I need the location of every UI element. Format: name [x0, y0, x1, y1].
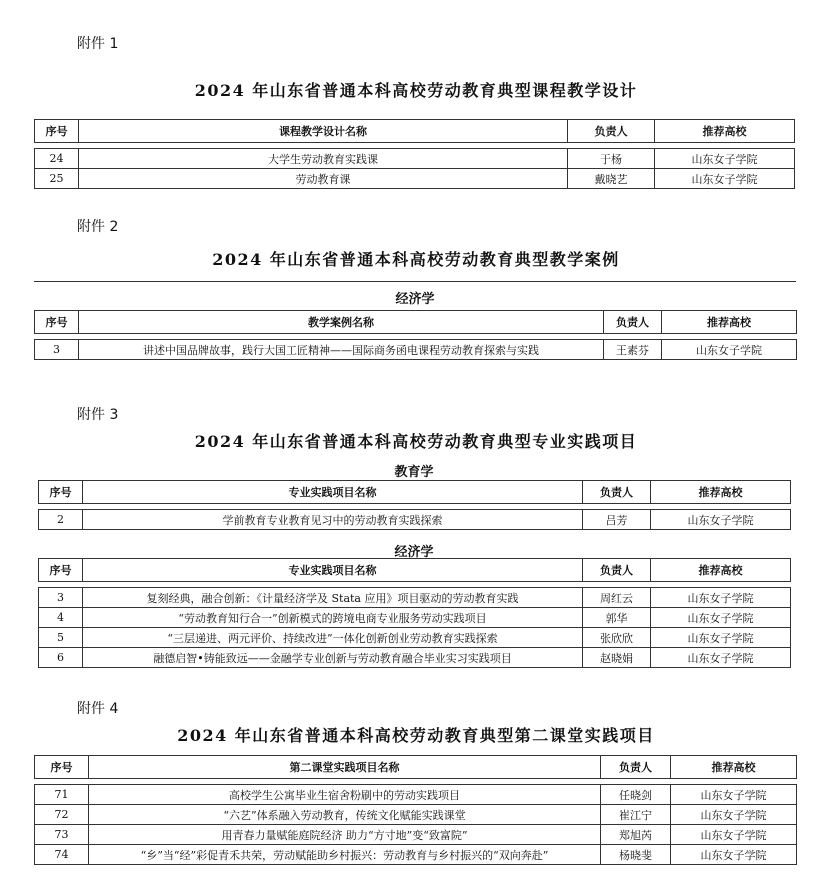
- col-header-leader: 负责人: [583, 559, 651, 582]
- col-header-index: 序号: [35, 311, 79, 334]
- attachment-3-title: 2024 年山东省普通本科高校劳动教育典型专业实践项目: [194, 432, 638, 451]
- table-row: [39, 608, 791, 628]
- cell-school: 山东女子学院: [671, 825, 797, 845]
- attachment-3-label: 附件 3: [77, 407, 119, 423]
- cell-index: 72: [35, 805, 89, 825]
- cell-leader: 郭华: [583, 608, 651, 628]
- table-row: [39, 628, 791, 648]
- table-row: [39, 588, 791, 608]
- cell-school: 山东女子学院: [655, 149, 795, 169]
- cell-name: 融德启智•铸能致远——金融学专业创新与劳动教育融合毕业实习实践项目: [83, 648, 583, 668]
- table-header-row: [35, 756, 797, 779]
- cell-school: 山东女子学院: [671, 845, 797, 865]
- col-header-leader: 负责人: [583, 481, 651, 504]
- table-row: [35, 845, 797, 865]
- cell-leader: 吕芳: [583, 510, 651, 530]
- col-header-leader: 负责人: [601, 756, 671, 779]
- cell-leader: 张欣欣: [583, 628, 651, 648]
- cell-name: “劳动教育知行合一”创新模式的跨境电商专业服务劳动实践项目: [83, 608, 583, 628]
- subject-heading: 经济学: [394, 545, 434, 560]
- practice-project-table-economics: [38, 558, 791, 668]
- cell-name: 学前教育专业教育见习中的劳动教育实践探索: [83, 510, 583, 530]
- attachment-2-title: 2024 年山东省普通本科高校劳动教育典型教学案例: [212, 250, 620, 269]
- col-header-school: 推荐高校: [655, 120, 795, 143]
- course-design-table: [34, 119, 795, 189]
- col-header-leader: 负责人: [568, 120, 655, 143]
- cell-leader: 任晓剑: [601, 785, 671, 805]
- col-header-leader: 负责人: [604, 311, 662, 334]
- table-header-row: [39, 481, 791, 504]
- table-row: [35, 805, 797, 825]
- cell-index: 73: [35, 825, 89, 845]
- attachment-2-label: 附件 2: [77, 219, 119, 235]
- cell-leader: 于杨: [568, 149, 655, 169]
- attachment-1-title: 2024 年山东省普通本科高校劳动教育典型课程教学设计: [194, 81, 638, 100]
- cell-leader: 杨晓斐: [601, 845, 671, 865]
- second-classroom-table: [34, 755, 797, 865]
- cell-leader: 郑旭芮: [601, 825, 671, 845]
- table-header-row: [35, 120, 795, 143]
- col-header-name: 专业实践项目名称: [83, 559, 583, 582]
- cell-name: 高校学生公寓毕业生宿舍粉刷中的劳动实践项目: [89, 785, 601, 805]
- table-row: [35, 340, 797, 360]
- cell-index: 74: [35, 845, 89, 865]
- col-header-school: 推荐高校: [651, 559, 791, 582]
- col-header-index: 序号: [35, 120, 79, 143]
- attachment-1-label: 附件 1: [77, 36, 119, 52]
- table-row: [39, 648, 791, 668]
- subject-heading: 教育学: [394, 465, 434, 480]
- col-header-name: 专业实践项目名称: [83, 481, 583, 504]
- cell-school: 山东女子学院: [655, 169, 795, 189]
- cell-leader: 戴晓艺: [568, 169, 655, 189]
- table-header-row: [39, 559, 791, 582]
- cell-name: 大学生劳动教育实践课: [79, 149, 568, 169]
- col-header-school: 推荐高校: [662, 311, 797, 334]
- cell-index: 4: [39, 608, 83, 628]
- cell-name: “六艺”体系融入劳动教育，传统文化赋能实践课堂: [89, 805, 601, 825]
- cell-school: 山东女子学院: [651, 510, 791, 530]
- cell-name: “乡”当“经”彩促青禾共荣，劳动赋能助乡村振兴：劳动教育与乡村振兴的“双向奔赴”: [89, 845, 601, 865]
- cell-name: 劳动教育课: [79, 169, 568, 189]
- cell-school: 山东女子学院: [662, 340, 797, 360]
- cell-index: 3: [39, 588, 83, 608]
- cell-index: 3: [35, 340, 79, 360]
- cell-school: 山东女子学院: [651, 588, 791, 608]
- divider: [34, 281, 796, 282]
- table-row: [35, 825, 797, 845]
- attachment-4-title: 2024 年山东省普通本科高校劳动教育典型第二课堂实践项目: [177, 726, 655, 745]
- cell-school: 山东女子学院: [651, 648, 791, 668]
- cell-name: 用青春力量赋能庭院经济 助力“方寸地”变“致富院”: [89, 825, 601, 845]
- col-header-name: 教学案例名称: [79, 311, 604, 334]
- col-header-name: 课程教学设计名称: [79, 120, 568, 143]
- teaching-case-table: [34, 310, 797, 360]
- cell-school: 山东女子学院: [651, 608, 791, 628]
- cell-index: 6: [39, 648, 83, 668]
- col-header-name: 第二课堂实践项目名称: [89, 756, 601, 779]
- cell-leader: 王素芬: [604, 340, 662, 360]
- col-header-index: 序号: [39, 481, 83, 504]
- col-header-school: 推荐高校: [671, 756, 797, 779]
- attachment-4-label: 附件 4: [77, 701, 119, 717]
- cell-name: 讲述中国品牌故事，践行大国工匠精神——国际商务函电课程劳动教育探索与实践: [79, 340, 604, 360]
- cell-index: 2: [39, 510, 83, 530]
- cell-name: “三层递进、两元评价、持续改进”一体化创新创业劳动教育实践探索: [83, 628, 583, 648]
- col-header-index: 序号: [35, 756, 89, 779]
- cell-school: 山东女子学院: [651, 628, 791, 648]
- table-row: [35, 785, 797, 805]
- cell-leader: 赵晓娟: [583, 648, 651, 668]
- cell-school: 山东女子学院: [671, 785, 797, 805]
- col-header-index: 序号: [39, 559, 83, 582]
- cell-index: 24: [35, 149, 79, 169]
- table-row: [39, 510, 791, 530]
- cell-leader: 周红云: [583, 588, 651, 608]
- cell-index: 25: [35, 169, 79, 189]
- cell-index: 71: [35, 785, 89, 805]
- table-header-row: [35, 311, 797, 334]
- col-header-school: 推荐高校: [651, 481, 791, 504]
- cell-school: 山东女子学院: [671, 805, 797, 825]
- subject-heading: 经济学: [395, 292, 435, 307]
- table-row: [35, 169, 795, 189]
- practice-project-table-education: [38, 480, 791, 530]
- cell-index: 5: [39, 628, 83, 648]
- table-row: [35, 149, 795, 169]
- cell-name: 复刻经典，融合创新：《计量经济学及 Stata 应用》项目驱动的劳动教育实践: [83, 588, 583, 608]
- cell-leader: 崔江宁: [601, 805, 671, 825]
